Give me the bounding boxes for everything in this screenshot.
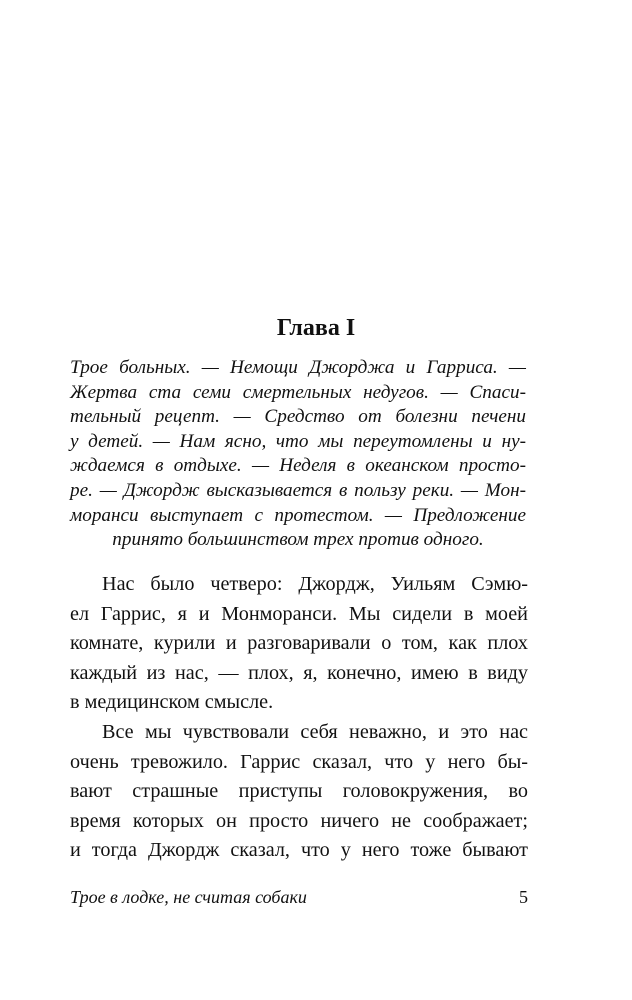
- epigraph-line: моранси выступает с протестом. — Предложение: [70, 504, 526, 526]
- text-line: вают страшные приступы головокружения, во: [70, 780, 528, 803]
- epigraph-line: Жертва ста семи смертельных недугов. — Спаси-: [70, 381, 526, 403]
- text-line: каждый из нас, — плох, я, конечно, имею в виду: [70, 661, 528, 684]
- page-number: 5: [519, 887, 528, 907]
- epigraph-line: ре. — Джордж высказывается в пользу реки. — Мон-: [70, 479, 526, 501]
- epigraph-line: ждаемся в отдыхе. — Неделя в океанском просто-: [70, 455, 526, 477]
- chapter-title: Глава I: [276, 315, 356, 341]
- page-footer: [70, 884, 528, 910]
- epigraph-line: тельный рецепт. — Средство от болезни печени: [70, 406, 526, 428]
- epigraph-line: у детей. — Нам ясно, что мы переутомлены и ну-: [70, 430, 526, 452]
- paragraph: [70, 570, 528, 718]
- text-line: Все мы чувствовали себя неважно, и это нас: [102, 720, 528, 743]
- chapter-body: [70, 570, 528, 866]
- chapter-epigraph: [70, 356, 526, 553]
- text-line: в медицинском смысле.: [70, 691, 274, 714]
- text-line: ел Гаррис, я и Монморанси. Мы сидели в моей: [70, 602, 528, 625]
- text-line: и тогда Джордж сказал, что у него тоже бывают: [70, 839, 528, 862]
- epigraph-line: Трое больных. — Немощи Джорджа и Гарриса. —: [70, 357, 526, 378]
- running-title: Трое в лодке, не считая собаки: [70, 887, 307, 907]
- paragraph: [70, 718, 528, 866]
- text-line: Нас было четверо: Джордж, Уильям Сэмю-: [102, 573, 528, 595]
- text-line: время которых он просто ничего не соображает;: [70, 809, 528, 832]
- epigraph-line: принято большинством трех против одного.: [112, 529, 484, 551]
- text-line: комнате, курили и разговаривали о том, как плох: [70, 632, 528, 655]
- text-line: очень тревожило. Гаррис сказал, что у него бы-: [70, 750, 528, 773]
